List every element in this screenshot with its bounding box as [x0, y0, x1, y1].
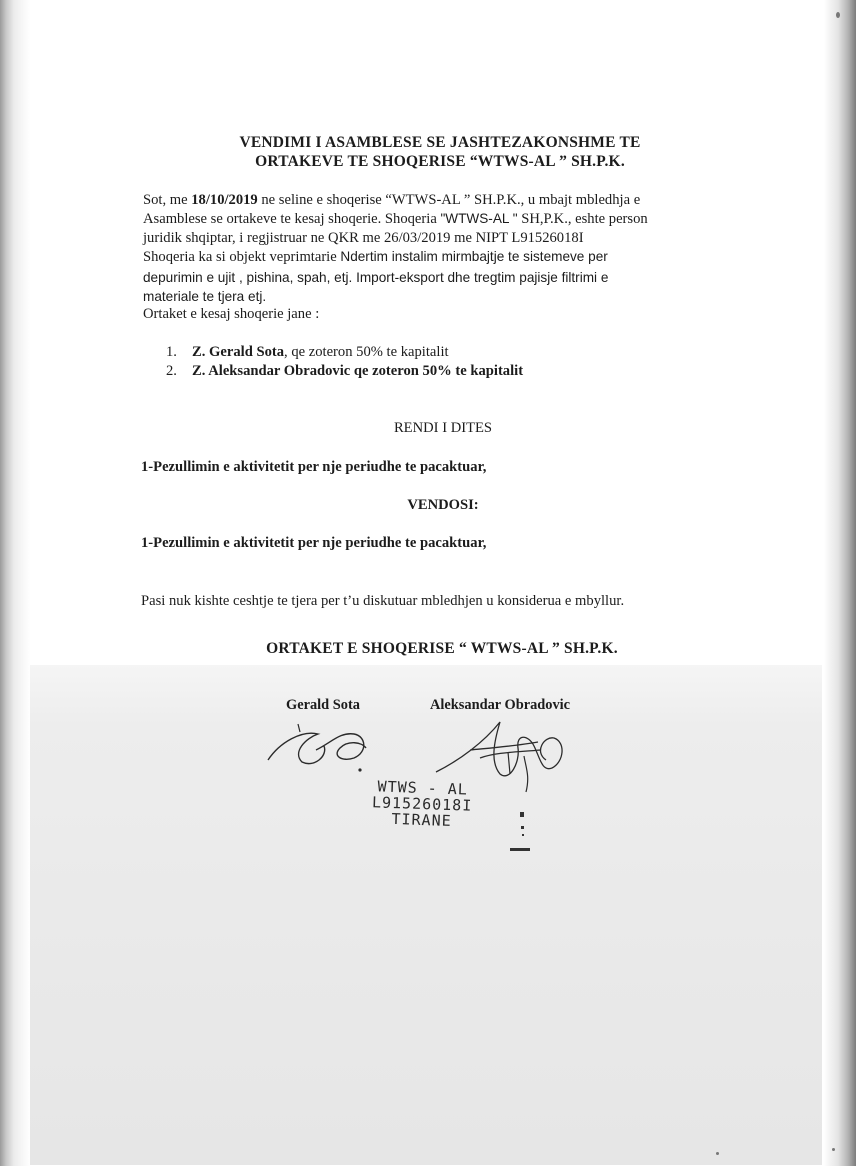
- document-title-line-2: ORTAKEVE TE SHOQERISE “WTWS-AL ” SH.P.K.: [255, 153, 625, 170]
- closing-statement: Pasi nuk kishte ceshtje te tjera per t’u diskutuar mbledhjen u konsiderua e mbyllur.: [141, 593, 625, 609]
- document-title-line-1: VENDIMI I ASAMBLESE SE JASHTEZAKONSHME TE: [239, 134, 641, 151]
- partner-list-item: [166, 344, 449, 361]
- stamp-city: TIRANE: [391, 809, 452, 831]
- meeting-date: 18/10/2019: [191, 192, 258, 208]
- decision-heading: VENDOSI:: [407, 497, 479, 513]
- stamp-company-name: WTWS - AL: [377, 777, 469, 799]
- scan-edge-left: [0, 0, 30, 1166]
- intro-line-1: [143, 192, 640, 209]
- partner-name: Z. Aleksandar Obradovic qe zoteron 50% te kapitalit: [192, 363, 524, 379]
- agenda-item: 1-Pezullimin e aktivitetit per nje periudhe te pacaktuar,: [141, 459, 487, 475]
- intro-text: ne seline e shoqerise “WTWS-AL ” SH.P.K., u mbajt mbledhja e: [257, 192, 641, 208]
- intro-line-4: [143, 249, 608, 266]
- partner-name: Z. Gerald Sota: [192, 344, 285, 360]
- scan-speck: [832, 1148, 835, 1151]
- scan-edge-right: [824, 0, 856, 1166]
- partner-list-item: [166, 363, 523, 380]
- decision-item: 1-Pezullimin e aktivitetit per nje periudhe te pacaktuar,: [141, 535, 487, 551]
- scan-speck: [716, 1152, 719, 1155]
- intro-text: Asamblese se ortakeve te kesaj shoqerie. Shoqeria: [143, 211, 441, 227]
- intro-line-7: Ortaket e kesaj shoqerie jane :: [143, 306, 320, 322]
- stamp-marks: [506, 810, 536, 858]
- intro-text: Sot, me: [143, 192, 192, 208]
- company-name: "WTWS-AL ": [440, 211, 518, 226]
- signatory-name-left: Gerald Sota: [286, 697, 360, 713]
- list-number: 2.: [166, 363, 177, 379]
- stamp-nipt: L91526018I: [371, 793, 473, 815]
- intro-text: SH,P.K., eshte person: [517, 211, 648, 227]
- intro-line-3: juridik shqiptar, i regjistruar ne QKR me 26/03/2019 me NIPT L91526018I: [143, 230, 584, 246]
- signatures-heading: ORTAKET E SHOQERISE “ WTWS-AL ” SH.P.K.: [266, 640, 618, 657]
- signature-gerald-sota: [262, 712, 382, 782]
- intro-line-2: [143, 211, 648, 228]
- partner-share: , qe zoteron 50% te kapitalit: [284, 344, 449, 360]
- list-number: 1.: [166, 344, 177, 360]
- signatory-name-right: Aleksandar Obradovic: [430, 697, 571, 713]
- business-object: Ndertim instalim mirmbajtje te sistemeve per: [340, 249, 608, 264]
- intro-line-5: depurimin e ujit , pishina, spah, etj. Import-eksport dhe tregtim pajisje filtrimi e: [143, 270, 609, 285]
- agenda-heading: RENDI I DITES: [393, 420, 493, 436]
- scan-shading: [28, 665, 822, 1165]
- company-stamp: [371, 778, 473, 829]
- intro-line-6: materiale te tjera etj.: [143, 289, 267, 304]
- scan-speck: [836, 12, 840, 18]
- intro-text: Shoqeria ka si objekt veprimtarie: [143, 249, 341, 265]
